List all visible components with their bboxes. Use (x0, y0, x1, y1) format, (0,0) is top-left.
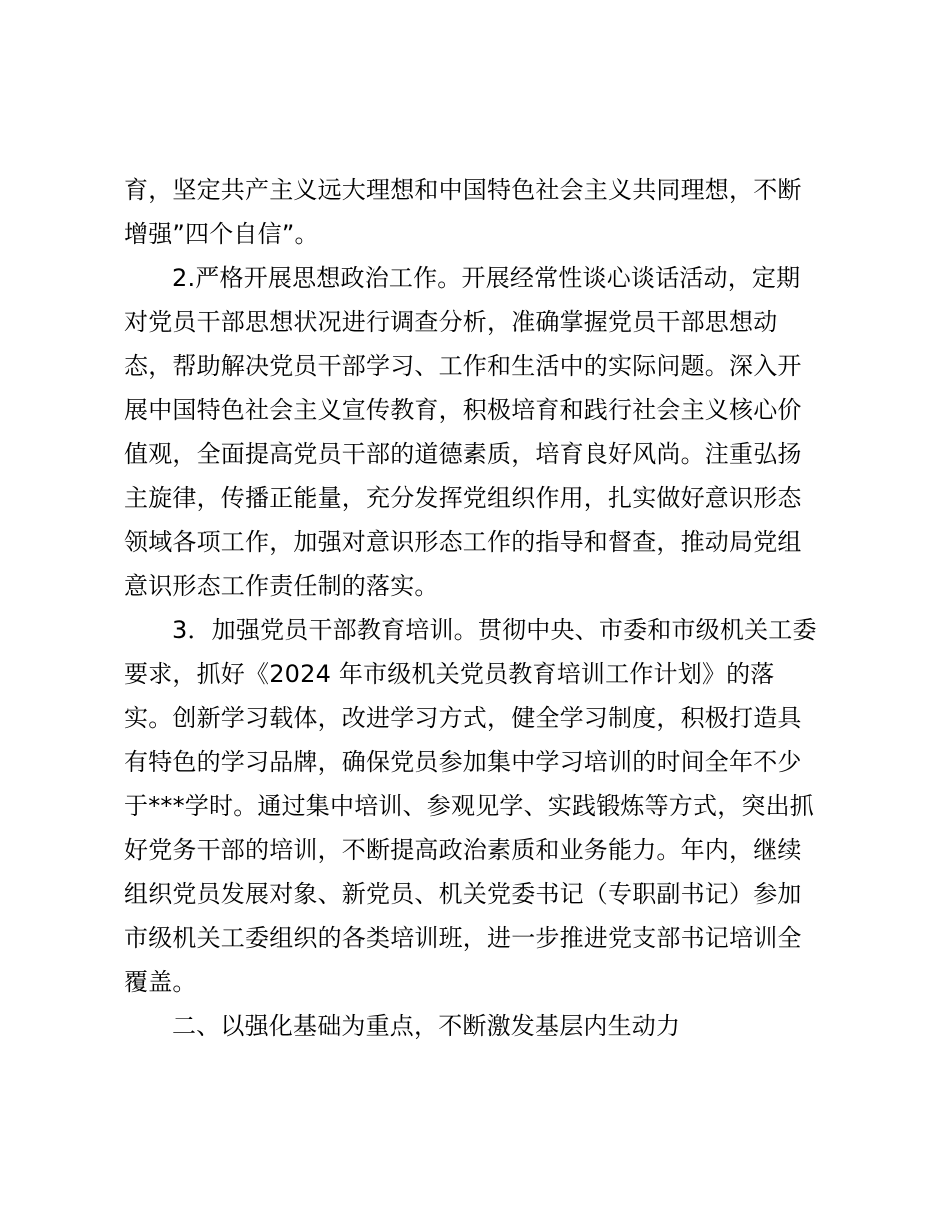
paragraph-line: 2.严格开展思想政治工作。开展经常性谈心谈话活动，定期 (172, 264, 801, 292)
paragraph-line: 育，坚定共产主义远大理想和中国特色社会主义共同理想，不断 (124, 176, 802, 204)
paragraph-line: 实。创新学习载体，改进学习方式，健全学习制度，积极打造具 (124, 704, 802, 732)
paragraph-line: 3．加强党员干部教育培训。贯彻中央、市委和市级机关工委 (172, 616, 817, 644)
paragraph-line: 值观，全面提高党员干部的道德素质，培育良好风尚。注重弘扬 (124, 440, 802, 468)
paragraph-line: 于***学时。通过集中培训、参观见学、实践锻炼等方式，突出抓 (124, 792, 814, 820)
paragraph-line: 覆盖。 (124, 968, 197, 996)
paragraph-line: 市级机关工委组织的各类培训班，进一步推进党支部书记培训全 (124, 924, 802, 952)
paragraph-line: 展中国特色社会主义宣传教育，积极培育和践行社会主义核心价 (124, 396, 802, 424)
paragraph-line: 主旋律，传播正能量，充分发挥党组织作用，扎实做好意识形态 (124, 484, 802, 512)
paragraph-line: 对党员干部思想状况进行调查分析，准确掌握党员干部思想动 (124, 308, 778, 336)
paragraph-line: 意识形态工作责任制的落实。 (124, 572, 439, 600)
paragraph-line: 好党务干部的培训，不断提高政治素质和业务能力。年内，继续 (124, 836, 802, 864)
paragraph-line: 组织党员发展对象、新党员、机关党委书记（专职副书记）参加 (124, 880, 802, 908)
section-heading: 二、以强化基础为重点，不断激发基层内生动力 (172, 1012, 681, 1040)
paragraph-line: 领域各项工作，加强对意识形态工作的指导和督查，推动局党组 (124, 528, 802, 556)
paragraph-line: 增强”四个自信”。 (124, 220, 319, 248)
paragraph-line: 要求，抓好《2024 年市级机关党员教育培训工作计划》的落 (124, 660, 775, 688)
paragraph-line: 态，帮助解决党员干部学习、工作和生活中的实际问题。深入开 (124, 352, 802, 380)
paragraph-line: 有特色的学习品牌，确保党员参加集中学习培训的时间全年不少 (124, 748, 802, 776)
